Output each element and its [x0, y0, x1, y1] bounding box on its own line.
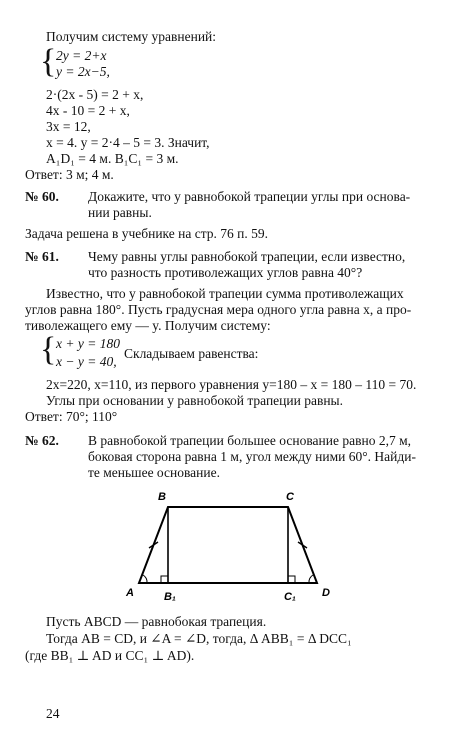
label-c1: C₁	[284, 591, 296, 603]
label-b1: B₁	[164, 591, 176, 603]
system1-eq1: 2y = 2+x	[56, 48, 107, 63]
problem-60-note: Задача решена в учебнике на стр. 76 п. 59.	[25, 226, 269, 241]
system2-brace: {	[40, 331, 57, 368]
p62-body-1: Пусть ABCD — равнобокая трапеция.	[46, 614, 267, 629]
problem-61-text-2: что разность противолежащих углов равна 40°?	[88, 265, 363, 280]
trapezoid-outline	[139, 507, 317, 583]
result-line: A₁D₁ = 4 м. B₁C₁ = 3 м.	[46, 151, 179, 166]
problem-62-text-1: В равнобокой трапеции большее основание равно 2,7 м,	[88, 433, 411, 448]
system2-eq1: x + y = 180	[56, 336, 120, 351]
system2-eq2: x − y = 40,	[56, 354, 117, 369]
solve-line-2: 4x - 10 = 2 + x,	[46, 103, 130, 118]
intro-line: Получим систему уравнений:	[46, 29, 217, 44]
solve-line-3: 3x = 12,	[46, 119, 91, 134]
problem-62-number: № 62.	[25, 433, 59, 448]
right-angle-c1	[288, 576, 295, 583]
label-b: B	[158, 491, 166, 503]
label-a: A	[126, 587, 134, 599]
label-c: C	[286, 491, 294, 503]
p61-solve: 2x=220, x=110, из первого уравнения y=180 – x = 180 – 110 = 70.	[46, 377, 417, 392]
problem-62-text-3: те меньшее основание.	[88, 465, 220, 480]
trapezoid-figure	[120, 488, 340, 606]
angle-d-arc	[309, 575, 313, 583]
p61-body-2: углов равна 180°. Пусть градусная мера одного угла равна x, а про-	[25, 302, 412, 317]
problem-60-number: № 60.	[25, 189, 59, 204]
right-angle-b1	[161, 576, 168, 583]
problem-61-number: № 61.	[25, 249, 59, 264]
p62-body-2: Тогда AB = CD, и ∠A = ∠D, тогда, Δ ABB₁ = Δ DCC₁	[46, 631, 352, 646]
problem-60-text-2: нии равны.	[88, 205, 152, 220]
problem-60-text-1: Докажите, что у равнобокой трапеции углы при основа-	[88, 189, 411, 204]
solve-line-4: x = 4. y = 2·4 – 5 = 3. Значит,	[46, 135, 210, 150]
p61-conclusion: Углы при основании у равнобокой трапеции равны.	[46, 393, 344, 408]
problem-61-text-1: Чему равны углы равнобокой трапеции, если известно,	[88, 249, 406, 264]
problem-62-text-2: боковая сторона равна 1 м, угол между ними 60°. Найди-	[88, 449, 416, 464]
solve-line-1: 2·(2x - 5) = 2 + x,	[46, 87, 144, 102]
p61-body-3: тиволежащего ему — y. Получим систему:	[25, 318, 271, 333]
answer-1: Ответ: 3 м; 4 м.	[25, 167, 114, 182]
p61-body-1: Известно, что у равнобокой трапеции сумма противолежащих	[46, 286, 404, 301]
page-number: 24	[46, 706, 60, 721]
label-d: D	[322, 587, 330, 599]
angle-a-arc	[143, 575, 147, 583]
system2-note: Складываем равенства:	[124, 346, 259, 361]
answer-2: Ответ: 70°; 110°	[25, 409, 118, 424]
system1-eq2: y = 2x−5,	[56, 64, 110, 79]
p62-body-3: (где BB₁ ⊥ AD и CC₁ ⊥ AD).	[25, 648, 195, 663]
system-brace: {	[40, 43, 57, 80]
